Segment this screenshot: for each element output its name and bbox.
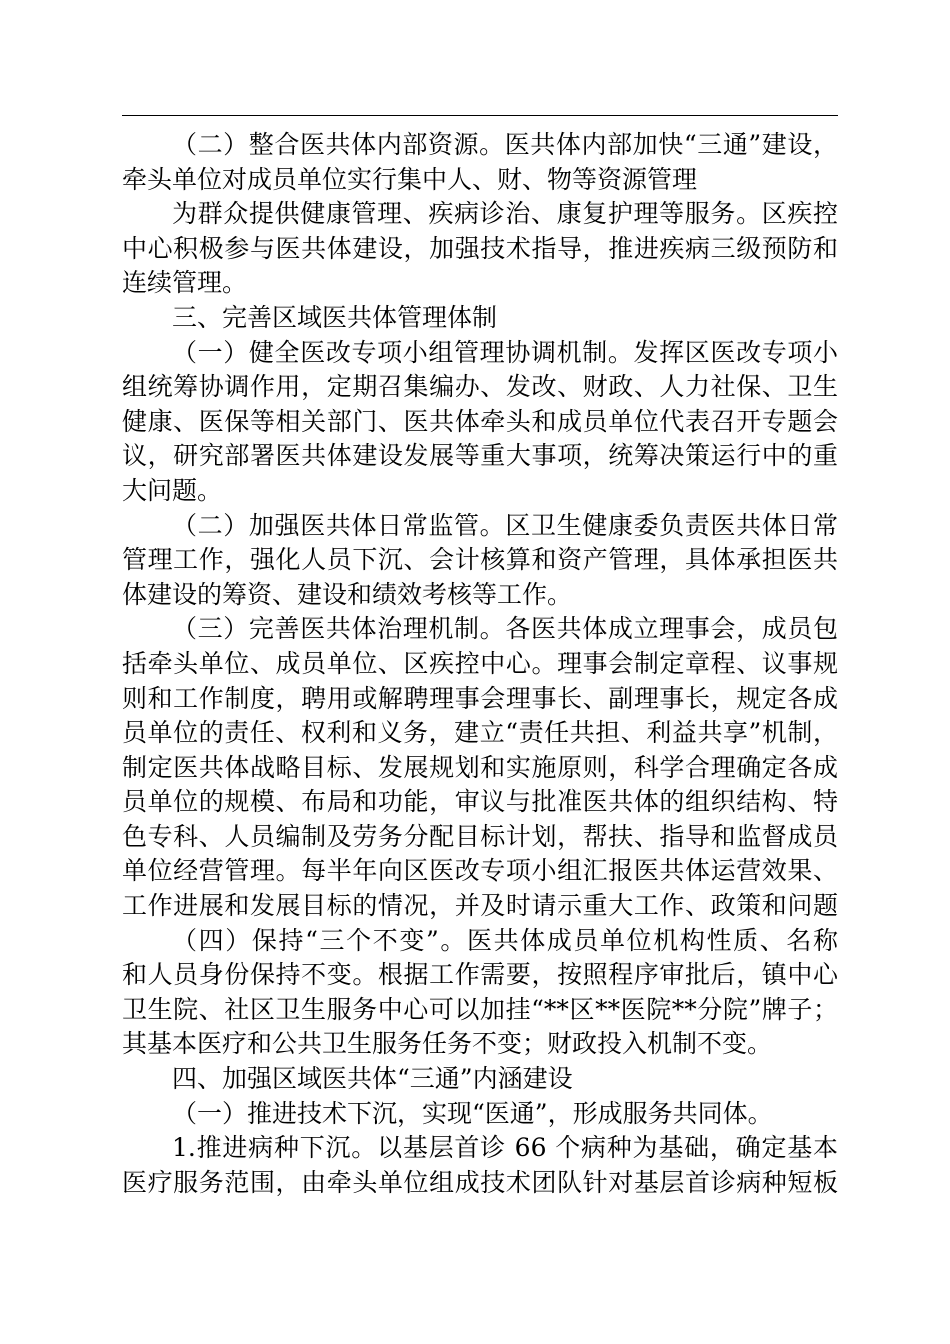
- text-line: 体建设的筹资、建设和绩效考核等工作。: [122, 579, 573, 609]
- text-line: 色专科、人员编制及劳务分配目标计划，帮扶、指导和监督成员: [122, 821, 838, 851]
- text-line: 牵头单位对成员单位实行集中人、财、物等资源管理: [122, 164, 698, 194]
- text-line: （一）推进技术下沉，实现“医通”，形成服务共同体。: [172, 1098, 773, 1128]
- header-rule: [122, 115, 838, 116]
- text-line: 为群众提供健康管理、疾病诊治、康复护理等服务。区疾控: [172, 199, 838, 229]
- text-line: 其基本医疗和公共卫生服务任务不变；财政投入机制不变。: [122, 1029, 773, 1059]
- text-line: （四）保持“三个不变”。医共体成员单位机构性质、名称: [172, 925, 838, 955]
- text-line: 则和工作制度，聘用或解聘理事会理事长、副理事长，规定各成: [122, 683, 838, 713]
- text-line: （二）加强医共体日常监管。区卫生健康委负责医共体日常: [172, 510, 838, 540]
- text-line: （二）整合医共体内部资源。医共体内部加快“三通”建设，: [172, 130, 838, 159]
- text-line: 制定医共体战略目标、发展规划和实施原则，科学合理确定各成: [122, 752, 838, 782]
- text-line: 和人员身份保持不变。根据工作需要，按照程序审批后，镇中心: [122, 960, 838, 990]
- text-line: 工作进展和发展目标的情况，并及时请示重大工作、政策和问题: [122, 891, 838, 921]
- text-line: 三、完善区域医共体管理体制: [172, 302, 498, 332]
- text-line: （一）健全医改专项小组管理协调机制。发挥区医改专项小: [172, 337, 838, 367]
- text-line: 连续管理。: [122, 268, 248, 298]
- text-line: 健康、医保等相关部门、医共体牵头和成员单位代表召开专题会: [122, 406, 838, 436]
- text-line: 四、加强区域医共体“三通”内涵建设: [172, 1064, 573, 1094]
- text-line: 1.推进病种下沉。以基层首诊 66 个病种为基础，确定基本: [172, 1133, 838, 1163]
- text-line: （三）完善医共体治理机制。各医共体成立理事会，成员包: [172, 614, 838, 644]
- text-line: 中心积极参与医共体建设，加强技术指导，推进疾病三级预防和: [122, 233, 838, 263]
- text-line: 括牵头单位、成员单位、区疾控中心。理事会制定章程、议事规: [122, 648, 838, 678]
- text-line: 大问题。: [122, 475, 223, 505]
- text-line: 管理工作，强化人员下沉、会计核算和资产管理，具体承担医共: [122, 545, 838, 575]
- text-line: 员单位的责任、权利和义务，建立“责任共担、利益共享”机制，: [122, 718, 838, 748]
- text-line: 组统筹协调作用，定期召集编办、发改、财政、人力社保、卫生: [122, 372, 838, 402]
- document-body: [122, 128, 838, 1200]
- text-line: 议，研究部署医共体建设发展等重大事项，统筹决策运行中的重: [122, 441, 838, 471]
- text-line: 单位经营管理。每半年向区医改专项小组汇报医共体运营效果、: [122, 856, 838, 886]
- text-line: 医疗服务范围，由牵头单位组成技术团队针对基层首诊病种短板: [122, 1167, 838, 1197]
- text-line: 卫生院、社区卫生服务中心可以加挂“**区**医院**分院”牌子；: [122, 994, 838, 1024]
- text-line: 员单位的规模、布局和功能，审议与批准医共体的组织结构、特: [122, 787, 838, 817]
